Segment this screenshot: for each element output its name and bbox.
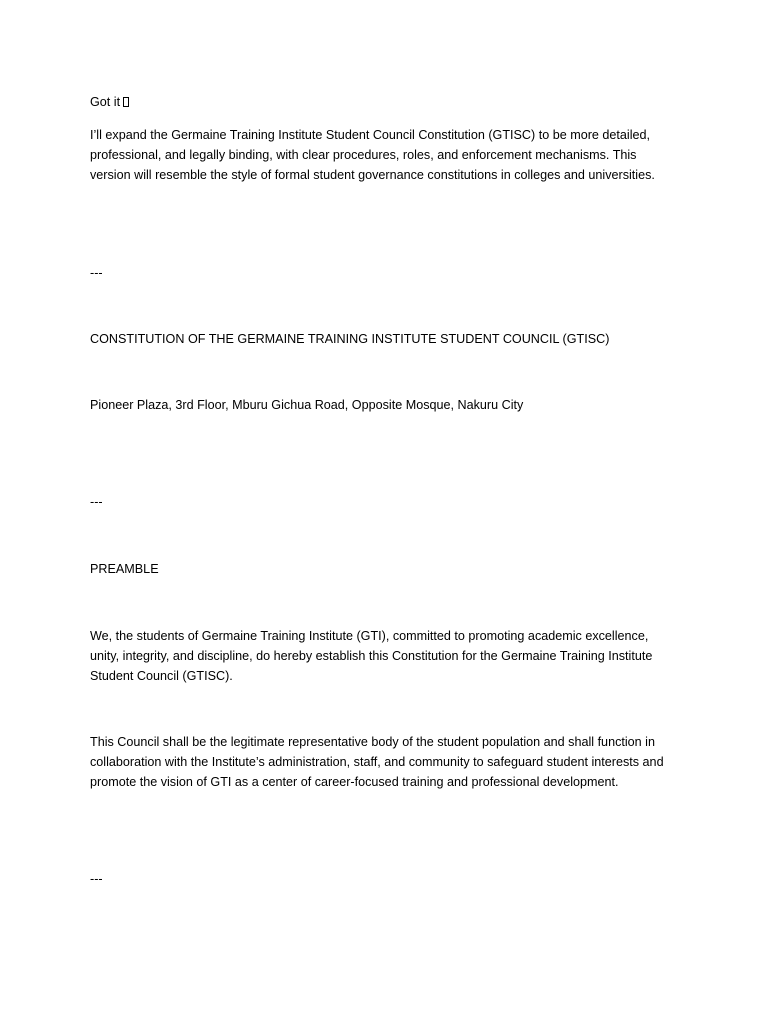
greeting-line (90, 92, 680, 112)
missing-glyph-icon (123, 97, 129, 107)
intro-paragraph: I’ll expand the Germaine Training Institute Student Council Constitution (GTISC) to be more detailed, professional, and legally binding, with clear procedures, roles, and enforcement mechanisms. This version will resemble the style of formal student governance constitutions in colleges and universities. (90, 128, 655, 182)
preamble-paragraph-2: This Council shall be the legitimate representative body of the student population and shall function in collaboration with the Institute’s administration, staff, and community to safeguard student interests and promote the vision of GTI as a center of career-focused training and professional development. (90, 735, 664, 789)
greeting-text: Got it (90, 95, 121, 109)
preamble-paragraph-1: We, the students of Germaine Training Institute (GTI), committed to promoting academic excellence, unity, integrity, and discipline, do hereby establish this Constitution for the Germaine Training Institute Student Council (GTISC). (90, 629, 653, 683)
address-line: Pioneer Plaza, 3rd Floor, Mburu Gichua Road, Opposite Mosque, Nakuru City (90, 398, 524, 412)
preamble-heading: PREAMBLE (90, 562, 159, 576)
separator-1: --- (90, 266, 103, 280)
document-title: CONSTITUTION OF THE GERMAINE TRAINING INSTITUTE STUDENT COUNCIL (GTISC) (90, 332, 610, 346)
separator-3: --- (90, 872, 103, 886)
separator-2: --- (90, 495, 103, 509)
